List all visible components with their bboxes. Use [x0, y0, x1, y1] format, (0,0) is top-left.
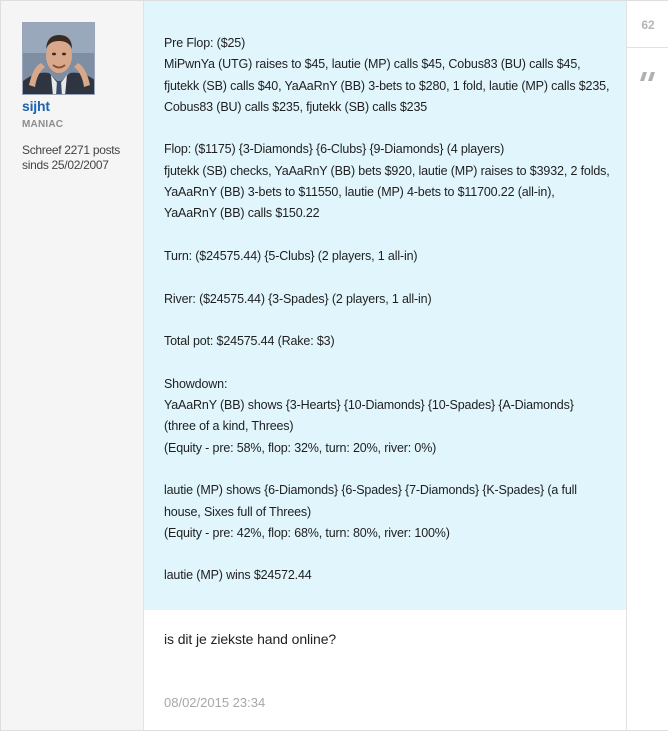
post-number[interactable]: 62: [641, 18, 655, 32]
quote-button[interactable]: [636, 65, 660, 89]
hand-history-spacer: [164, 459, 626, 480]
hand-history-line: Cobus83 (BU) calls $235, fjutekk (SB) calls $235: [164, 99, 428, 114]
hand-history-spacer: [164, 225, 626, 246]
hand-history-line: lautie (MP) wins $24572.44: [164, 568, 312, 583]
author-panel: [1, 1, 144, 730]
hand-history-block: [144, 1, 626, 610]
hand-history-line: Total pot: $24575.44 (Rake: $3): [164, 334, 335, 349]
hand-history-line: YaAaRnY (BB) 3-bets to $11550, lautie (MP) 4-bets to $11700.22 (all-in),: [164, 185, 555, 200]
post-content: [144, 1, 626, 730]
hand-history-line: Showdown:: [164, 376, 228, 391]
hand-history-line: YaAaRnY (BB) shows {3-Hearts} {10-Diamonds} {10-Spades} {A-Diamonds}: [164, 398, 574, 413]
hand-history-spacer: [164, 352, 626, 373]
avatar-photo-icon: [23, 23, 95, 95]
post-count: Schreef 2271 posts: [22, 143, 121, 157]
hand-history-line: Flop: ($1175) {3-Diamonds} {6-Clubs} {9-Diamonds} (4 players): [164, 142, 505, 157]
post-message: is dit je ziekste hand online?: [164, 631, 337, 647]
hand-history-line: lautie (MP) shows {6-Diamonds} {6-Spades} {7-Diamonds} {K-Spades} (a full: [164, 483, 577, 498]
hand-history-spacer: [164, 310, 626, 331]
user-avatar[interactable]: [22, 22, 95, 95]
hand-history-line: fjutekk (SB) calls $40, YaAaRnY (BB) 3-bets to $280, 1 fold, lautie (MP) calls $235,: [164, 78, 610, 93]
hand-history-line: (three of a kind, Threes): [164, 419, 294, 434]
hand-history-line: (Equity - pre: 58%, flop: 32%, turn: 20%, river: 0%): [164, 440, 437, 455]
post-side-panel: [626, 1, 668, 730]
side-divider: [627, 47, 668, 48]
post-date: 08/02/2015 23:34: [164, 695, 266, 710]
hand-history-line: MiPwnYa (UTG) raises to $45, lautie (MP) calls $45, Cobus83 (BU) calls $45,: [164, 57, 581, 72]
username-link[interactable]: sijht: [22, 98, 50, 114]
hand-history-spacer: [164, 267, 626, 288]
user-stats: [22, 143, 137, 173]
hand-history-line: fjutekk (SB) checks, YaAaRnY (BB) bets $920, lautie (MP) raises to $3932, 2 folds,: [164, 163, 610, 178]
hand-history-line: River: ($24575.44) {3-Spades} (2 players, 1 all-in): [164, 291, 432, 306]
hand-history-line: (Equity - pre: 42%, flop: 68%, turn: 80%, river: 100%): [164, 525, 450, 540]
hand-history-line: Turn: ($24575.44) {5-Clubs} (2 players, 1 all-in): [164, 248, 418, 263]
hand-history-line: house, Sixes full of Threes): [164, 504, 312, 519]
quote-icon: [636, 65, 660, 89]
hand-history-spacer: [164, 118, 626, 139]
user-rank: MANIAC: [22, 119, 64, 130]
member-since: sinds 25/02/2007: [22, 158, 109, 172]
hand-history-line: YaAaRnY (BB) calls $150.22: [164, 206, 320, 221]
hand-history-line: Pre Flop: ($25): [164, 36, 246, 50]
hand-history-spacer: [164, 544, 626, 565]
